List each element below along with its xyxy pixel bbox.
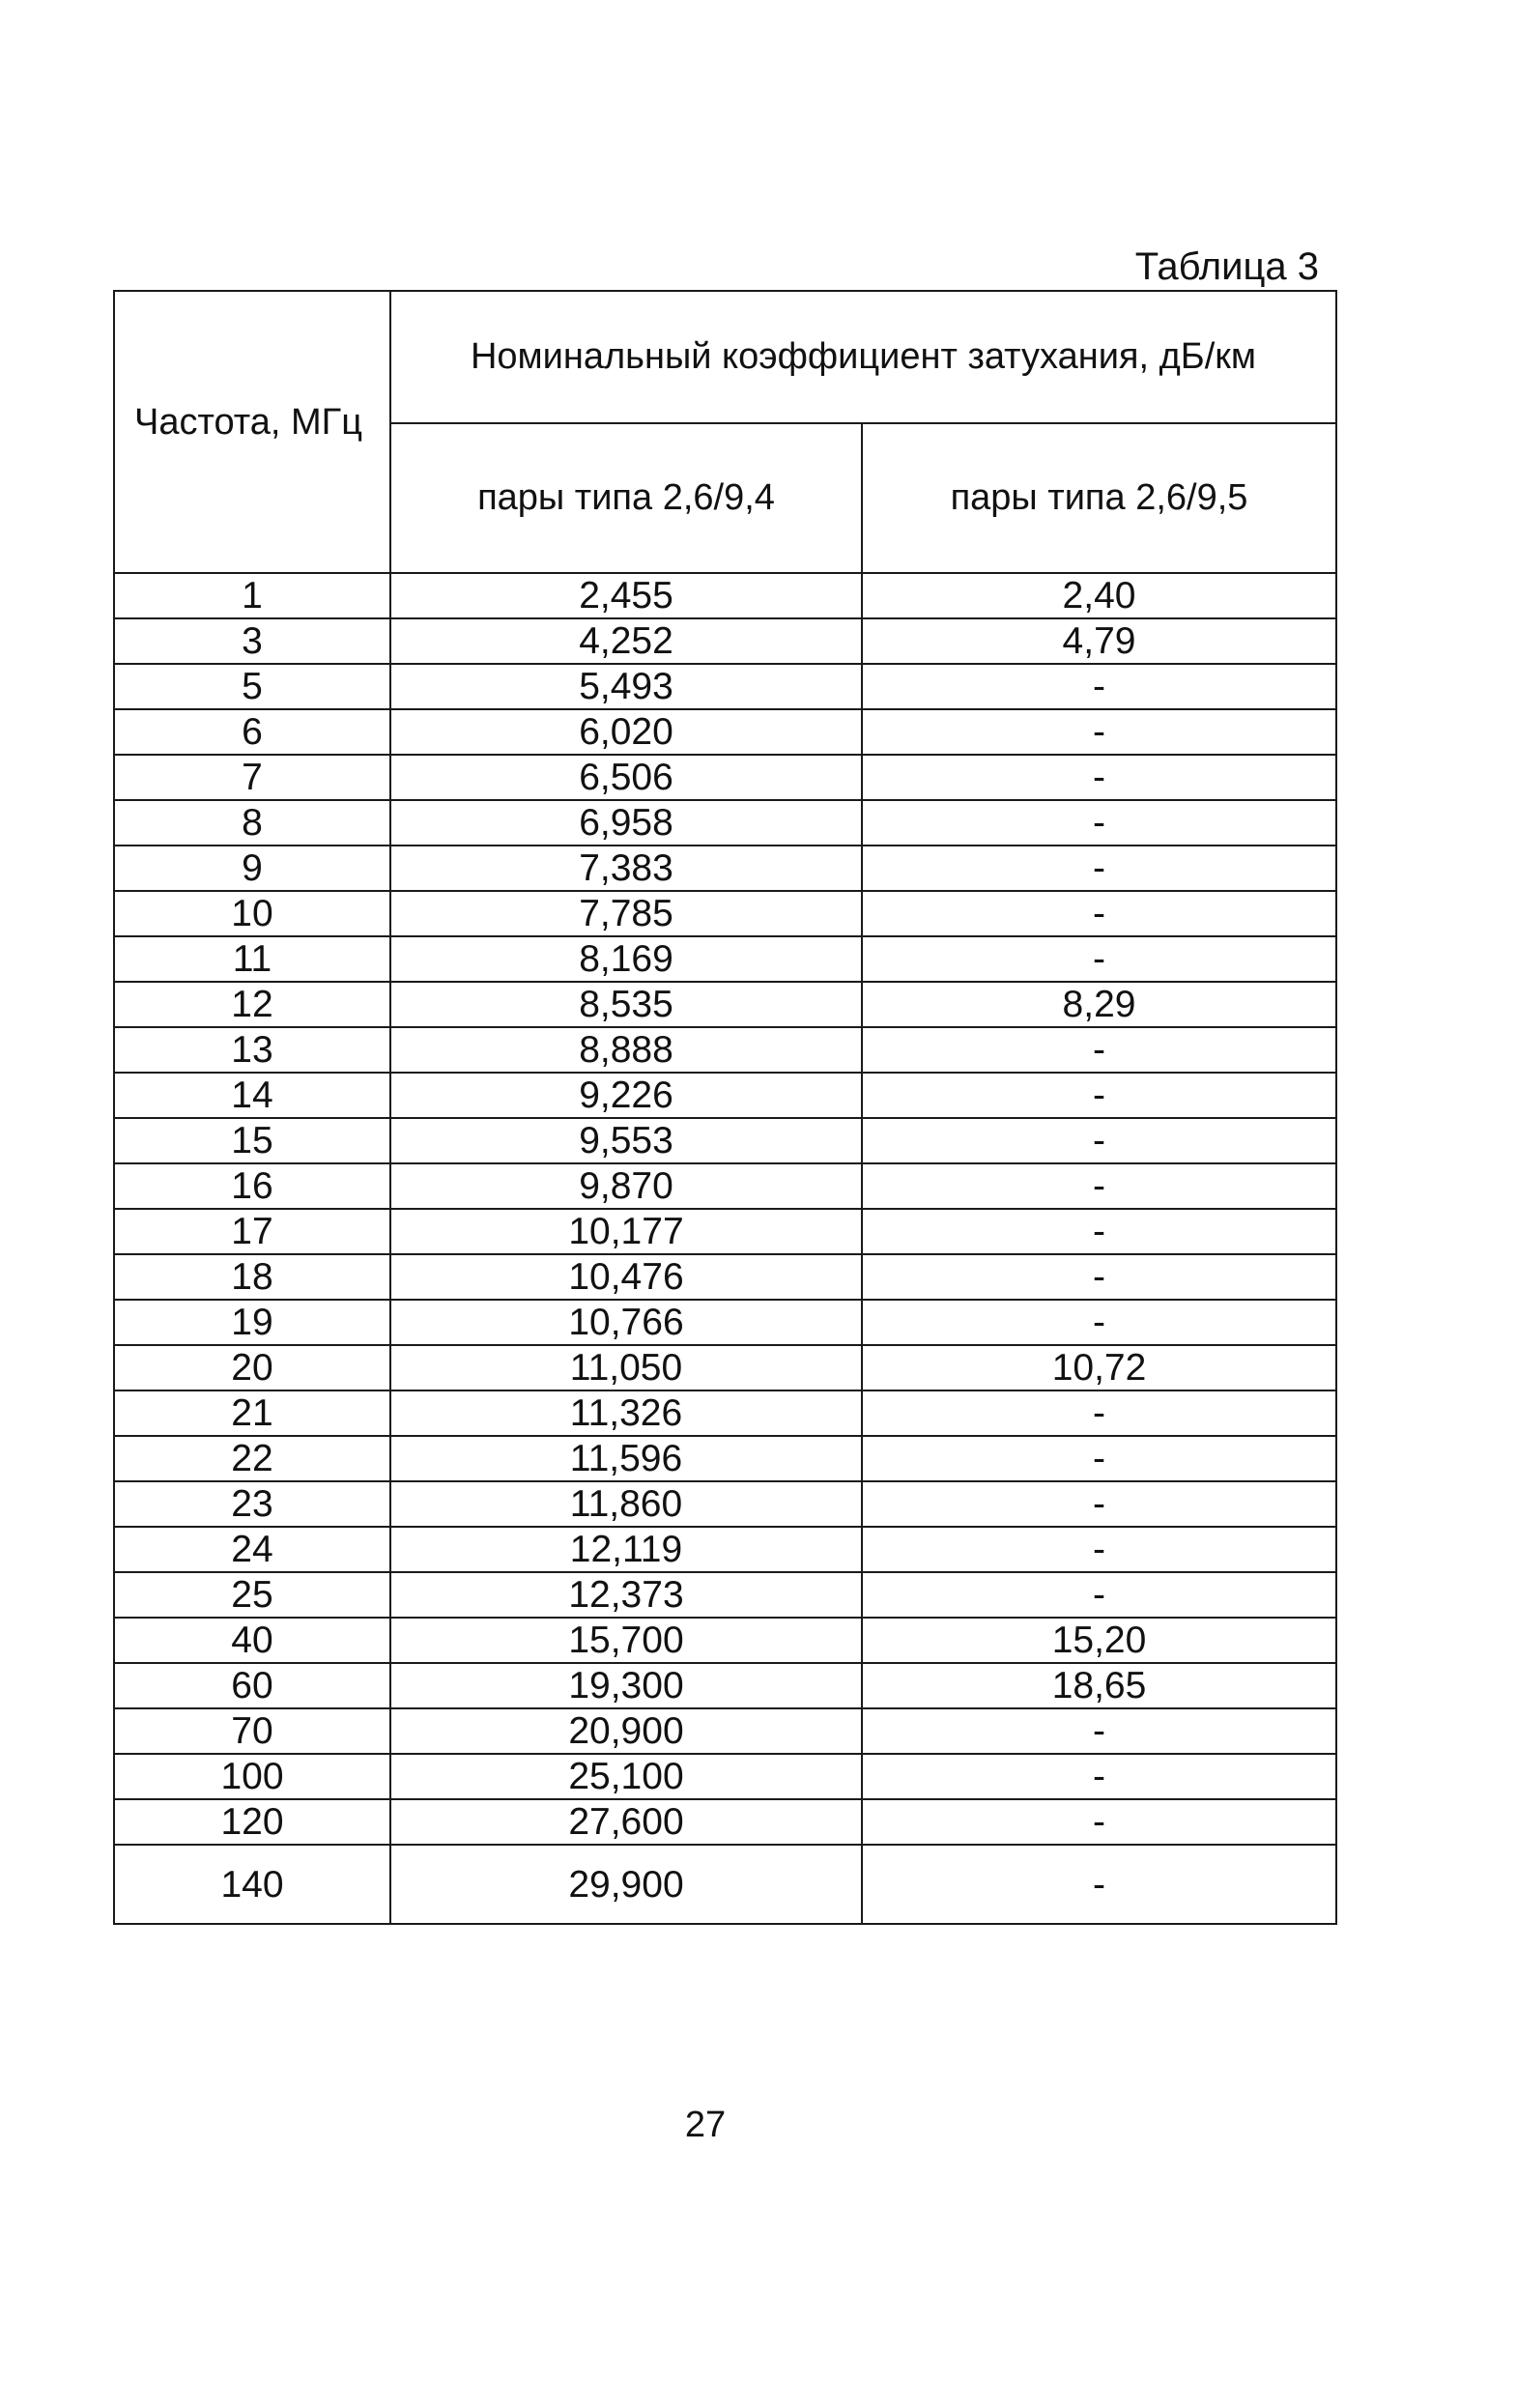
- coefficient-a-cell: 6,958: [390, 800, 862, 846]
- frequency-cell: 70: [114, 1708, 390, 1754]
- frequency-cell: 11: [114, 936, 390, 982]
- frequency-cell: 21: [114, 1390, 390, 1436]
- coefficient-b-cell: -: [862, 1527, 1336, 1572]
- coefficient-a-cell: 10,766: [390, 1300, 862, 1345]
- coefficient-b-cell: -: [862, 755, 1336, 800]
- table-row: [114, 1572, 1336, 1618]
- table-row: [114, 664, 1336, 709]
- table-row: [114, 1163, 1336, 1209]
- table-caption: Таблица 3: [1134, 245, 1319, 288]
- table-row: [114, 1663, 1336, 1708]
- frequency-cell: 40: [114, 1618, 390, 1663]
- table-row: [114, 1209, 1336, 1254]
- frequency-cell: 23: [114, 1481, 390, 1527]
- attenuation-table: [113, 290, 1337, 1925]
- coefficient-a-cell: 19,300: [390, 1663, 862, 1708]
- table-row: [114, 1618, 1336, 1663]
- table-row: [114, 936, 1336, 982]
- table-row: [114, 891, 1336, 936]
- header-coefficient: Номинальный коэффициент затухания, дБ/км: [390, 291, 1336, 423]
- table-row: [114, 1345, 1336, 1390]
- coefficient-a-cell: 6,506: [390, 755, 862, 800]
- table-row: [114, 1073, 1336, 1118]
- coefficient-a-cell: 9,553: [390, 1118, 862, 1163]
- coefficient-b-cell: -: [862, 1163, 1336, 1209]
- coefficient-a-cell: 2,455: [390, 573, 862, 618]
- frequency-cell: 60: [114, 1663, 390, 1708]
- coefficient-a-cell: 11,326: [390, 1390, 862, 1436]
- frequency-cell: 120: [114, 1799, 390, 1845]
- frequency-cell: 12: [114, 982, 390, 1027]
- coefficient-a-cell: 25,100: [390, 1754, 862, 1799]
- coefficient-b-cell: -: [862, 1254, 1336, 1300]
- frequency-cell: 15: [114, 1118, 390, 1163]
- coefficient-a-cell: 4,252: [390, 618, 862, 664]
- frequency-cell: 10: [114, 891, 390, 936]
- coefficient-a-cell: 7,383: [390, 846, 862, 891]
- coefficient-a-cell: 20,900: [390, 1708, 862, 1754]
- coefficient-b-cell: 2,40: [862, 573, 1336, 618]
- table-row: [114, 618, 1336, 664]
- header-pair-type-a: пары типа 2,6/9,4: [390, 423, 862, 573]
- coefficient-a-cell: 11,860: [390, 1481, 862, 1527]
- table-row: [114, 1118, 1336, 1163]
- table-row: [114, 1436, 1336, 1481]
- frequency-cell: 3: [114, 618, 390, 664]
- table-row: [114, 1300, 1336, 1345]
- coefficient-b-cell: 18,65: [862, 1663, 1336, 1708]
- frequency-cell: 8: [114, 800, 390, 846]
- coefficient-a-cell: 9,870: [390, 1163, 862, 1209]
- coefficient-a-cell: 8,888: [390, 1027, 862, 1073]
- coefficient-b-cell: -: [862, 1754, 1336, 1799]
- coefficient-a-cell: 27,600: [390, 1799, 862, 1845]
- coefficient-b-cell: -: [862, 800, 1336, 846]
- coefficient-b-cell: 10,72: [862, 1345, 1336, 1390]
- coefficient-b-cell: 15,20: [862, 1618, 1336, 1663]
- coefficient-b-cell: -: [862, 1572, 1336, 1618]
- table-row: [114, 800, 1336, 846]
- coefficient-a-cell: 10,177: [390, 1209, 862, 1254]
- coefficient-b-cell: -: [862, 891, 1336, 936]
- coefficient-b-cell: -: [862, 1799, 1336, 1845]
- table-row: [114, 846, 1336, 891]
- frequency-cell: 140: [114, 1845, 390, 1924]
- frequency-cell: 13: [114, 1027, 390, 1073]
- coefficient-a-cell: 8,169: [390, 936, 862, 982]
- frequency-cell: 22: [114, 1436, 390, 1481]
- frequency-cell: 5: [114, 664, 390, 709]
- coefficient-b-cell: -: [862, 1481, 1336, 1527]
- coefficient-b-cell: -: [862, 1845, 1336, 1924]
- coefficient-a-cell: 11,596: [390, 1436, 862, 1481]
- coefficient-a-cell: 5,493: [390, 664, 862, 709]
- table-row: [114, 1845, 1336, 1924]
- coefficient-b-cell: -: [862, 1300, 1336, 1345]
- frequency-cell: 17: [114, 1209, 390, 1254]
- coefficient-b-cell: -: [862, 936, 1336, 982]
- table-row: [114, 1481, 1336, 1527]
- frequency-cell: 16: [114, 1163, 390, 1209]
- coefficient-a-cell: 12,373: [390, 1572, 862, 1618]
- coefficient-b-cell: -: [862, 1073, 1336, 1118]
- coefficient-a-cell: 7,785: [390, 891, 862, 936]
- header-frequency: Частота, МГц: [114, 291, 390, 573]
- table-row: [114, 1799, 1336, 1845]
- frequency-cell: 14: [114, 1073, 390, 1118]
- coefficient-b-cell: 4,79: [862, 618, 1336, 664]
- coefficient-a-cell: 15,700: [390, 1618, 862, 1663]
- table-row: [114, 1390, 1336, 1436]
- coefficient-b-cell: -: [862, 709, 1336, 755]
- table-row: [114, 1527, 1336, 1572]
- coefficient-a-cell: 29,900: [390, 1845, 862, 1924]
- coefficient-b-cell: -: [862, 664, 1336, 709]
- coefficient-b-cell: -: [862, 1209, 1336, 1254]
- table-row: [114, 1708, 1336, 1754]
- table-row: [114, 755, 1336, 800]
- frequency-cell: 20: [114, 1345, 390, 1390]
- coefficient-a-cell: 12,119: [390, 1527, 862, 1572]
- frequency-cell: 9: [114, 846, 390, 891]
- table-row: [114, 1027, 1336, 1073]
- table-row: [114, 982, 1336, 1027]
- table-row: [114, 1254, 1336, 1300]
- table-row: [114, 709, 1336, 755]
- coefficient-b-cell: -: [862, 1390, 1336, 1436]
- page-number: 27: [684, 2105, 727, 2145]
- frequency-cell: 24: [114, 1527, 390, 1572]
- table-row: [114, 573, 1336, 618]
- frequency-cell: 1: [114, 573, 390, 618]
- table-row: [114, 1754, 1336, 1799]
- coefficient-a-cell: 8,535: [390, 982, 862, 1027]
- coefficient-b-cell: -: [862, 1708, 1336, 1754]
- coefficient-b-cell: -: [862, 1436, 1336, 1481]
- coefficient-a-cell: 9,226: [390, 1073, 862, 1118]
- frequency-cell: 18: [114, 1254, 390, 1300]
- coefficient-a-cell: 10,476: [390, 1254, 862, 1300]
- attenuation-table-container: [113, 290, 1335, 1925]
- frequency-cell: 25: [114, 1572, 390, 1618]
- frequency-cell: 100: [114, 1754, 390, 1799]
- coefficient-b-cell: 8,29: [862, 982, 1336, 1027]
- coefficient-a-cell: 11,050: [390, 1345, 862, 1390]
- frequency-cell: 6: [114, 709, 390, 755]
- coefficient-b-cell: -: [862, 1118, 1336, 1163]
- coefficient-b-cell: -: [862, 846, 1336, 891]
- coefficient-a-cell: 6,020: [390, 709, 862, 755]
- coefficient-b-cell: -: [862, 1027, 1336, 1073]
- table-body: [114, 573, 1336, 1924]
- frequency-cell: 19: [114, 1300, 390, 1345]
- header-pair-type-b: пары типа 2,6/9,5: [862, 423, 1336, 573]
- frequency-cell: 7: [114, 755, 390, 800]
